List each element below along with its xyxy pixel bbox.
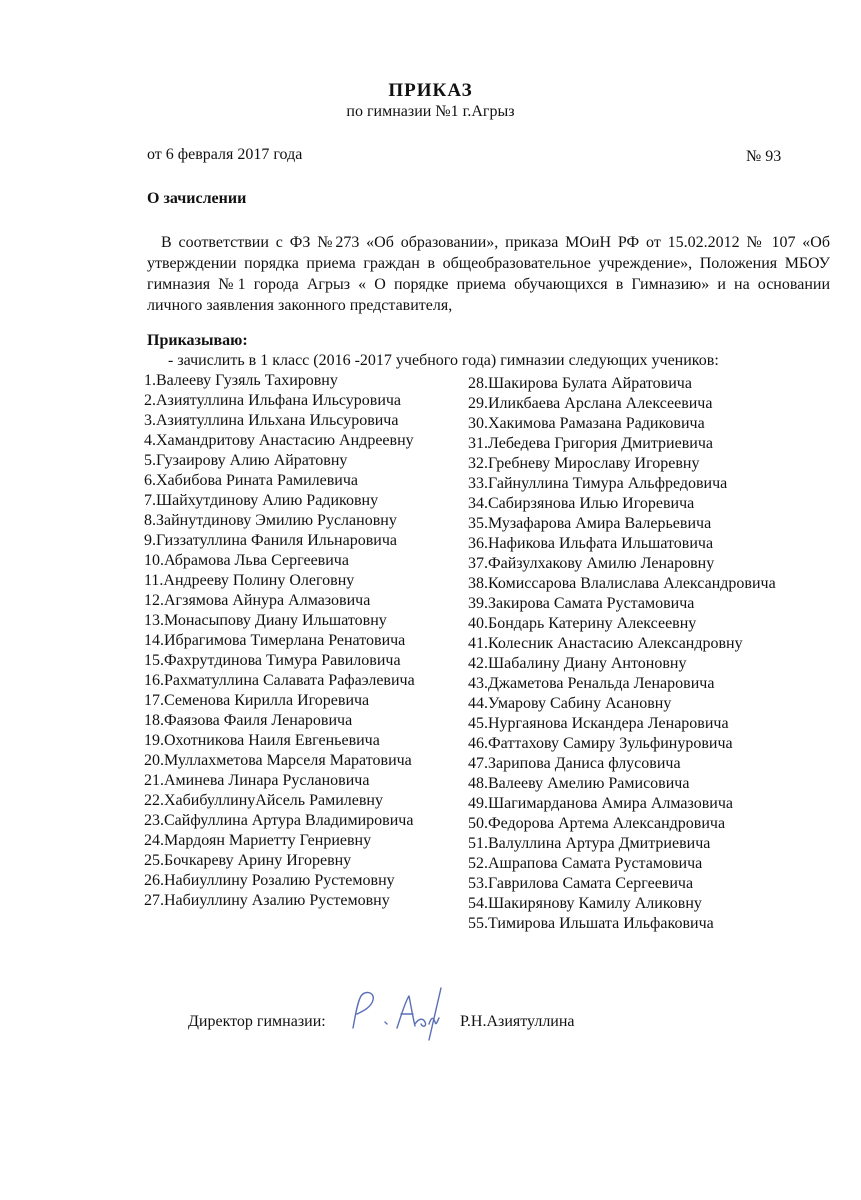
student-list-item: 52.Ашрапова Самата Рустамовича — [468, 855, 703, 872]
student-list-item: 35.Музафарова Амира Валерьевича — [468, 515, 712, 532]
student-list-item: 15.Фахрутдинова Тимура Равиловича — [144, 652, 401, 669]
student-list-item: 28.Шакирова Булата Айратовича — [468, 375, 692, 392]
student-list-item: 2.Азиятуллина Ильфана Ильсуровича — [144, 392, 402, 409]
order-subject: О зачислении — [147, 190, 247, 207]
student-list-item: 31.Лебедева Григория Дмитриевича — [468, 435, 713, 452]
student-list-item: 19.Охотникова Наиля Евгеньевича — [144, 732, 380, 749]
student-list-item: 17.Семенова Кирилла Игоревича — [144, 692, 370, 709]
student-list-item: 1.Валееву Гузяль Тахировну — [144, 372, 338, 389]
student-list-item: 25.Бочкареву Арину Игоревну — [144, 852, 352, 869]
student-list-item: 5.Гузаирову Алию Айратовну — [144, 452, 348, 469]
student-list-item: 30.Хакимова Рамазана Радиковича — [468, 415, 705, 432]
student-list-item: 10.Абрамова Льва Сергеевича — [144, 552, 349, 569]
student-list-item: 51.Валуллина Артура Дмитриевича — [468, 835, 711, 852]
student-list-item: 9.Гиззатуллина Фаниля Ильнаровича — [144, 532, 397, 549]
student-list-item: 8.Зайнутдинову Эмилию Руслановну — [144, 512, 397, 529]
student-list-item: 46.Фаттахову Самиру Зульфинуровича — [468, 735, 733, 752]
student-list-item: 16.Рахматуллина Салавата Рафаэлевича — [144, 672, 415, 689]
student-list-item: 36.Нафикова Ильфата Ильшатовича — [468, 535, 714, 552]
student-list-item: 54.Шакирянову Камилу Аликовну — [468, 895, 702, 912]
director-signature — [345, 978, 455, 1058]
student-list-item: 47.Зарипова Даниса флусовича — [468, 755, 681, 772]
student-list-item: 34.Сабирзянова Илью Игоревича — [468, 495, 695, 512]
student-list-item: 6.Хабибова Рината Рамилевича — [144, 472, 358, 489]
preamble-paragraph: В соответствии с ФЗ №273 «Об образовании», приказа МОиН РФ от 15.02.2012 № 107 «Об утверждении порядка приема граждан в общеобразовательное учреждение», Положения МБОУ гимназия №1 города Агрыз « О порядке приема обучающихся в Гимназию» и на основании личного заявления законного представителя, — [147, 234, 830, 314]
student-list-item: 29.Иликбаева Арслана Алексеевича — [468, 395, 713, 412]
student-list-item: 42.Шабалину Диану Антоновну — [468, 655, 687, 672]
student-list-item: 49.Шагимарданова Амира Алмазовича — [468, 795, 734, 812]
student-list-item: 7.Шайхутдинову Алию Радиковну — [144, 492, 379, 509]
student-list-item: 32.Гребневу Мирославу Игоревну — [468, 455, 700, 472]
student-list-item: 55.Тимирова Ильшата Ильфаковича — [468, 915, 714, 932]
student-list-item: 53.Гаврилова Самата Сергеевича — [468, 875, 694, 892]
student-list-item: 24.Мардоян Мариетту Генриевну — [144, 832, 372, 849]
order-date: от 6 февраля 2017 года — [147, 146, 303, 163]
student-list-item: 13.Монасыпову Диану Ильшатовну — [144, 612, 387, 629]
director-name: Р.Н.Азиятуллина — [460, 1013, 575, 1030]
student-list-item: 41.Колесник Анастасию Александровну — [468, 635, 743, 652]
student-list-item: 22.ХабибуллинуАйсель Рамилевну — [144, 792, 383, 809]
student-list-item: 48.Валееву Амелию Рамисовича — [468, 775, 690, 792]
student-list-item: 50.Федорова Артема Александровича — [468, 815, 726, 832]
student-list-right — [468, 374, 776, 934]
student-list-item: 43.Джаметова Ренальда Ленаровича — [468, 675, 715, 692]
student-list-item: 45.Нургаянова Искандера Ленаровича — [468, 715, 729, 732]
student-list-item: 23.Сайфуллина Артура Владимировича — [144, 812, 414, 829]
document-subtitle: по гимназии №1 г.Агрыз — [346, 103, 515, 120]
enrollment-statement: - зачислить в 1 класс (2016 -2017 учебного года) гимназии следующих учеников: — [168, 352, 719, 369]
student-list-item: 12.Агзямова Айнура Алмазовича — [144, 592, 371, 609]
student-list-item: 26.Набиуллину Розалию Рустемовну — [144, 872, 395, 889]
student-list-item: 33.Гайнуллина Тимура Альфредовича — [468, 475, 728, 492]
student-list-item: 21.Аминева Линара Руслановича — [144, 772, 370, 789]
student-list-item: 20.Муллахметова Марселя Маратовича — [144, 752, 412, 769]
student-list-item: 14.Ибрагимова Тимерлана Ренатовича — [144, 632, 406, 649]
document-title: ПРИКАЗ — [388, 80, 473, 101]
student-list-item: 37.Файзулхакову Амилю Ленаровну — [468, 555, 715, 572]
student-list-left — [144, 371, 415, 911]
student-list-item: 11.Андрееву Полину Олеговну — [144, 572, 355, 589]
student-list-item: 4.Хамандритову Анастасию Андреевну — [144, 432, 414, 449]
signature-label: Директор гимназии: — [188, 1013, 326, 1030]
order-label: Приказываю: — [147, 332, 248, 349]
student-list-item: 3.Азиятуллина Ильхана Ильсуровича — [144, 412, 399, 429]
student-list-item: 44.Умарову Сабину Асановну — [468, 695, 672, 712]
student-list-item: 27.Набиуллину Азалию Рустемовну — [144, 892, 390, 909]
student-list-item: 39.Закирова Самата Рустамовича — [468, 595, 695, 612]
student-list-item: 38.Комиссарова Влалислава Александровича — [468, 575, 776, 592]
student-list-item: 18.Фаязова Фаиля Ленаровича — [144, 712, 353, 729]
student-list-item: 40.Бондарь Катерину Алексеевну — [468, 615, 697, 632]
order-number: № 93 — [746, 148, 782, 165]
